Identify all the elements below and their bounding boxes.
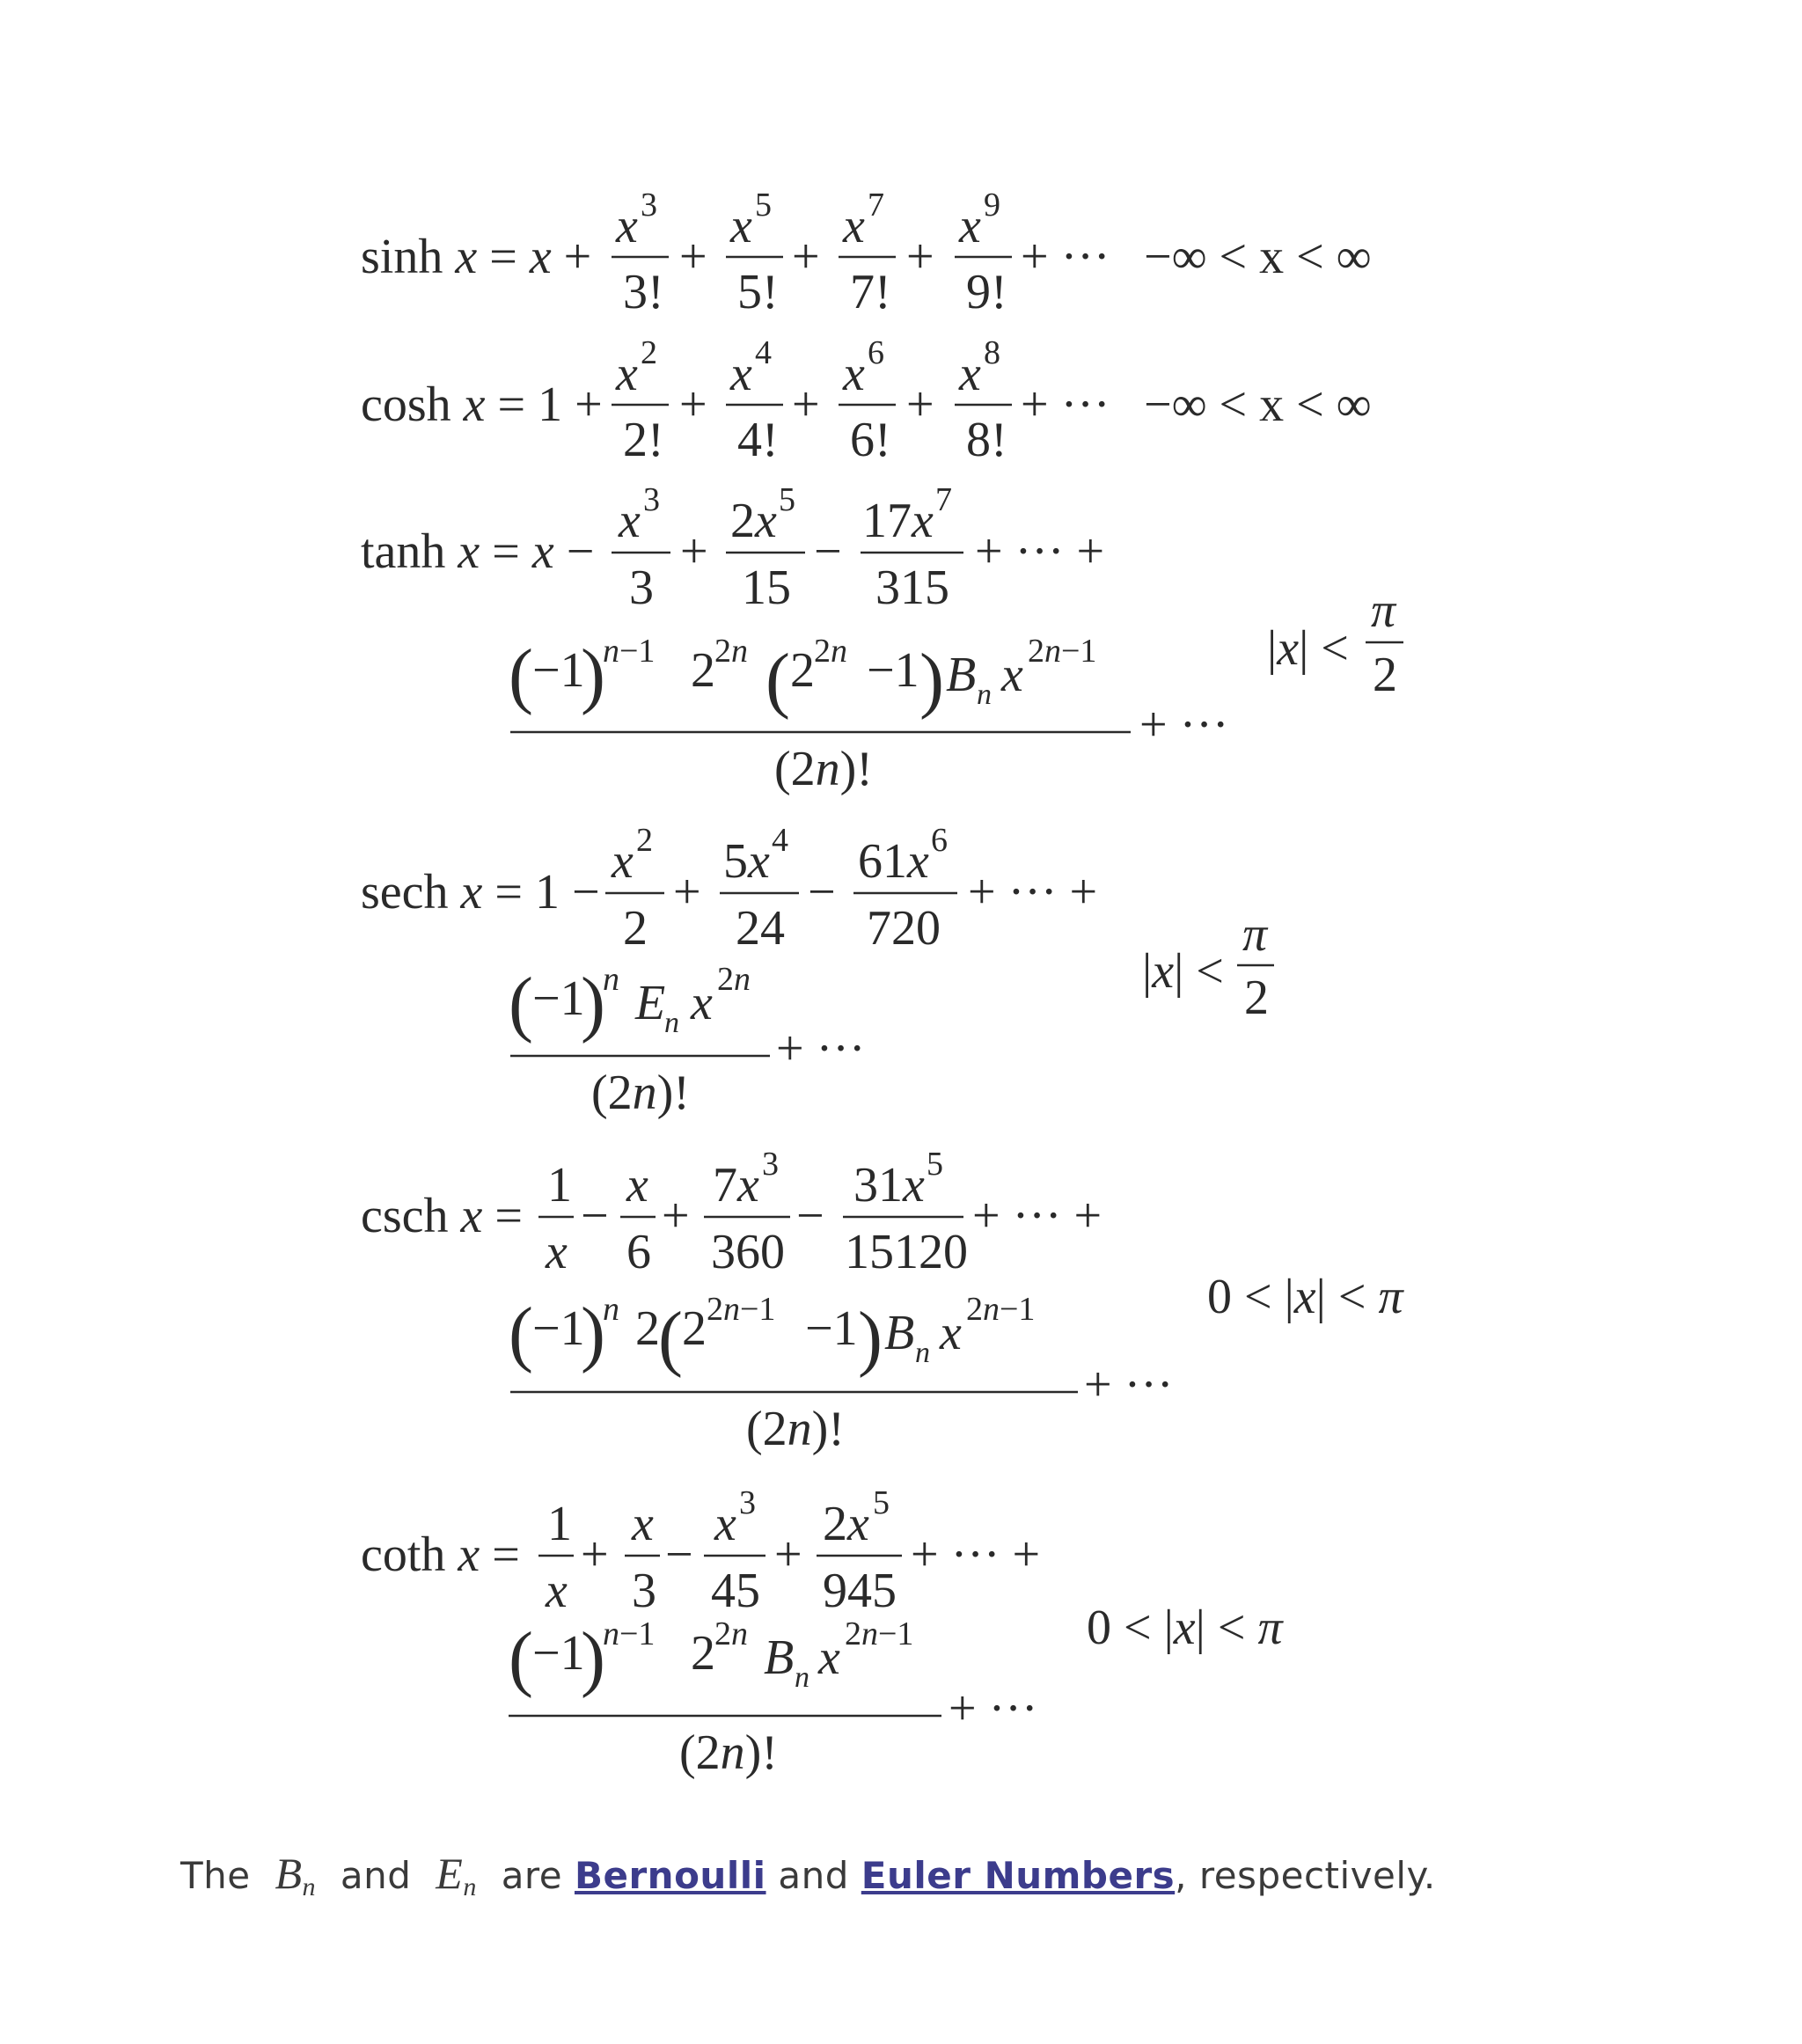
csch-gen-exp1: n bbox=[603, 1291, 619, 1328]
tanh-domain-two: 2 bbox=[1373, 648, 1397, 702]
csch-minus-1: − bbox=[581, 1189, 609, 1243]
sech-gen-tail: + ··· bbox=[776, 1022, 866, 1076]
sech-t3-exp: 6 bbox=[931, 822, 948, 859]
csch-gen-tail: + ··· bbox=[1084, 1358, 1174, 1412]
sinh-t2-num: x bbox=[730, 199, 752, 253]
footer-are: are bbox=[501, 1854, 563, 1897]
csch-gen-minus1: −1 bbox=[532, 1301, 585, 1356]
formula-cosh bbox=[361, 334, 1372, 467]
tanh-gen-exp3: 2n bbox=[814, 633, 847, 670]
cosh-t1-exp: 2 bbox=[641, 334, 657, 371]
tanh-t3-num: 17x bbox=[862, 494, 934, 548]
coth-t3-den: 45 bbox=[711, 1564, 760, 1618]
sinh-lhs: sinh x = x + bbox=[361, 230, 592, 284]
csch-gen-lparen: ( bbox=[509, 1293, 533, 1374]
coth-t3-exp: 3 bbox=[739, 1484, 756, 1521]
sech-domain-pi: π bbox=[1242, 907, 1268, 962]
footer-and-2: and bbox=[778, 1854, 849, 1897]
bernoulli-symbol-letter: B bbox=[275, 1849, 303, 1898]
footer-the: The bbox=[180, 1854, 251, 1897]
tanh-lhs: tanh x = x − bbox=[361, 524, 595, 579]
sech-gen-den: (2n)! bbox=[591, 1066, 690, 1120]
formula-sech bbox=[361, 822, 1274, 1120]
sinh-t2-den: 5! bbox=[737, 265, 779, 319]
sinh-t4-exp: 9 bbox=[984, 187, 1000, 223]
tanh-gen-lparen2: ( bbox=[765, 639, 790, 721]
csch-gen-minusone: −1 bbox=[805, 1301, 858, 1356]
sinh-tail: + ··· bbox=[1021, 230, 1110, 284]
coth-gen-exp1: n−1 bbox=[603, 1615, 656, 1652]
coth-t4-exp: 5 bbox=[873, 1484, 890, 1521]
sech-t3-num: 61x bbox=[858, 834, 929, 889]
sech-gen-rparen: ) bbox=[581, 963, 605, 1044]
csch-gen-x: x bbox=[940, 1306, 962, 1360]
coth-gen-exp3: 2n−1 bbox=[845, 1615, 914, 1652]
sinh-t4-den: 9! bbox=[966, 265, 1007, 319]
sinh-t1-num: x bbox=[616, 199, 638, 253]
sinh-plus-1: + bbox=[679, 230, 707, 284]
cosh-t2-num: x bbox=[730, 347, 752, 401]
csch-t2-den: 6 bbox=[626, 1225, 651, 1279]
coth-gen-Bsub: n bbox=[795, 1661, 809, 1694]
tanh-t2-exp: 5 bbox=[779, 481, 795, 518]
csch-tail: + ··· + bbox=[972, 1189, 1102, 1243]
sech-gen-exp1: n bbox=[603, 961, 619, 998]
cosh-t2-exp: 4 bbox=[755, 334, 772, 371]
coth-t2-den: 3 bbox=[632, 1564, 656, 1618]
tanh-gen-tail: + ··· bbox=[1139, 698, 1229, 752]
sech-minus-1: − bbox=[808, 865, 836, 919]
sech-domain-two: 2 bbox=[1244, 971, 1269, 1025]
sech-t1-exp: 2 bbox=[636, 822, 653, 859]
cosh-t1-den: 2! bbox=[623, 413, 664, 467]
euler-symbol bbox=[436, 1849, 477, 1901]
formula-sinh bbox=[361, 187, 1372, 319]
csch-t4-num: 31x bbox=[853, 1158, 925, 1212]
coth-gen-den: (2n)! bbox=[679, 1725, 778, 1780]
sinh-t3-den: 7! bbox=[850, 265, 891, 319]
csch-gen-exp2: 2n−1 bbox=[707, 1291, 776, 1328]
tanh-t2-den: 15 bbox=[742, 560, 791, 615]
csch-gen-rparen2: ) bbox=[858, 1297, 883, 1379]
tanh-t1-exp: 3 bbox=[643, 481, 660, 518]
cosh-t4-exp: 8 bbox=[984, 334, 1000, 371]
coth-minus-1: − bbox=[665, 1528, 693, 1582]
tanh-domain-pi: π bbox=[1371, 583, 1396, 638]
formula-csch bbox=[361, 1146, 1404, 1456]
sech-t2-den: 24 bbox=[736, 901, 785, 956]
cosh-plus-1: + bbox=[679, 377, 707, 432]
tanh-gen-x: x bbox=[1001, 648, 1023, 702]
cosh-tail: + ··· bbox=[1021, 377, 1110, 432]
cosh-plus-3: + bbox=[906, 377, 934, 432]
csch-gen-two2: 2 bbox=[682, 1301, 707, 1356]
tanh-plus-1: + bbox=[680, 524, 708, 579]
coth-gen-lparen: ( bbox=[509, 1617, 533, 1699]
sinh-plus-2: + bbox=[792, 230, 820, 284]
coth-tail: + ··· + bbox=[911, 1528, 1041, 1582]
tanh-gen-exp4: 2n−1 bbox=[1028, 633, 1097, 670]
sech-gen-x: x bbox=[691, 976, 713, 1030]
sinh-t1-den: 3! bbox=[623, 265, 664, 319]
sech-gen-exp2: 2n bbox=[717, 961, 751, 998]
sech-t2-num: 5x bbox=[723, 834, 770, 889]
tanh-t2-num: 2x bbox=[730, 494, 777, 548]
coth-t3-num: x bbox=[714, 1497, 736, 1551]
cosh-t2-den: 4! bbox=[737, 413, 779, 467]
csch-t2-num: x bbox=[626, 1158, 648, 1212]
cosh-lhs: cosh x = 1 + bbox=[361, 377, 603, 432]
euler-symbol-sub: n bbox=[463, 1872, 477, 1901]
tanh-gen-two: 2 bbox=[691, 643, 715, 698]
sinh-plus-3: + bbox=[906, 230, 934, 284]
coth-lhs: coth x = bbox=[361, 1528, 520, 1582]
coth-gen-x: x bbox=[818, 1630, 840, 1685]
sech-tail: + ··· + bbox=[968, 865, 1098, 919]
sech-lhs: sech x = 1 − bbox=[361, 865, 600, 919]
tanh-gen-den: (2n)! bbox=[774, 742, 873, 796]
formula-tanh bbox=[361, 481, 1403, 796]
sech-domain-abs: |x| < bbox=[1142, 944, 1224, 999]
csch-t3-den: 360 bbox=[711, 1225, 785, 1279]
sinh-t1-exp: 3 bbox=[641, 187, 657, 223]
tanh-minus-1: − bbox=[814, 524, 842, 579]
coth-gen-two: 2 bbox=[691, 1626, 715, 1681]
csch-domain: 0 < |x| < π bbox=[1207, 1270, 1403, 1324]
coth-gen-rparen: ) bbox=[581, 1617, 605, 1699]
footer-suffix: , respectively. bbox=[1175, 1854, 1436, 1897]
sinh-t3-num: x bbox=[843, 199, 865, 253]
formula-coth bbox=[361, 1484, 1284, 1780]
sech-gen-lparen: ( bbox=[509, 963, 533, 1044]
tanh-gen-rparen: ) bbox=[581, 634, 605, 716]
tanh-t3-exp: 7 bbox=[935, 481, 952, 518]
cosh-t4-num: x bbox=[959, 347, 981, 401]
tanh-gen-exp1: n−1 bbox=[603, 633, 656, 670]
csch-t1-den: x bbox=[546, 1225, 568, 1279]
csch-t3-exp: 3 bbox=[762, 1146, 779, 1183]
footer-note bbox=[180, 1848, 1436, 1902]
sech-t1-num: x bbox=[612, 834, 634, 889]
cosh-t3-den: 6! bbox=[850, 413, 891, 467]
csch-lhs: csch x = bbox=[361, 1189, 523, 1243]
coth-t4-num: 2x bbox=[823, 1497, 869, 1551]
sinh-domain: −∞ < x < ∞ bbox=[1144, 230, 1372, 284]
coth-domain: 0 < |x| < π bbox=[1087, 1601, 1283, 1655]
csch-gen-Bsub: n bbox=[915, 1337, 930, 1369]
sech-gen-minus1: −1 bbox=[532, 971, 585, 1026]
sech-plus-1: + bbox=[673, 865, 701, 919]
coth-plus-2: + bbox=[774, 1528, 802, 1582]
csch-gen-B: B bbox=[884, 1306, 915, 1360]
bernoulli-symbol-sub: n bbox=[302, 1872, 317, 1901]
sech-t3-den: 720 bbox=[867, 901, 941, 956]
coth-gen-B: B bbox=[764, 1630, 795, 1685]
tanh-t1-num: x bbox=[619, 494, 641, 548]
csch-gen-den: (2n)! bbox=[746, 1402, 845, 1456]
sech-t2-exp: 4 bbox=[772, 822, 788, 859]
coth-t1-num: 1 bbox=[547, 1497, 572, 1551]
sinh-t3-exp: 7 bbox=[868, 187, 884, 223]
coth-gen-minus1: −1 bbox=[532, 1626, 585, 1681]
tanh-domain-abs: |x| < bbox=[1267, 621, 1349, 676]
csch-minus-2: − bbox=[796, 1189, 824, 1243]
cosh-t3-num: x bbox=[843, 347, 865, 401]
footer-and-1: and bbox=[340, 1854, 412, 1897]
tanh-gen-exp2: 2n bbox=[714, 633, 748, 670]
tanh-t3-den: 315 bbox=[875, 560, 949, 615]
cosh-domain: −∞ < x < ∞ bbox=[1144, 377, 1372, 432]
tanh-gen-B: B bbox=[946, 648, 977, 702]
sech-gen-Esub: n bbox=[664, 1007, 679, 1039]
tanh-gen-Bsub: n bbox=[977, 678, 992, 711]
csch-gen-exp3: 2n−1 bbox=[966, 1291, 1036, 1328]
coth-gen-tail: + ··· bbox=[949, 1681, 1038, 1736]
cosh-plus-2: + bbox=[792, 377, 820, 432]
csch-t4-den: 15120 bbox=[845, 1225, 968, 1279]
tanh-gen-two2: 2 bbox=[790, 643, 815, 698]
coth-t2-num: x bbox=[632, 1497, 654, 1551]
tanh-gen-rparen2: ) bbox=[919, 639, 944, 721]
cosh-t3-exp: 6 bbox=[868, 334, 884, 371]
csch-t4-exp: 5 bbox=[927, 1146, 943, 1183]
coth-t1-den: x bbox=[546, 1564, 568, 1618]
sinh-t4-num: x bbox=[959, 199, 981, 253]
sinh-t2-exp: 5 bbox=[755, 187, 772, 223]
tanh-gen-lparen: ( bbox=[509, 634, 533, 716]
euler-symbol-letter: E bbox=[436, 1849, 464, 1898]
cosh-t1-num: x bbox=[616, 347, 638, 401]
csch-t3-num: 7x bbox=[713, 1158, 759, 1212]
csch-gen-lparen2: ( bbox=[658, 1297, 683, 1379]
csch-gen-two: 2 bbox=[635, 1301, 660, 1356]
bernoulli-link[interactable]: Bernoulli bbox=[574, 1854, 766, 1897]
sech-t1-den: 2 bbox=[623, 901, 648, 956]
tanh-gen-minus1: −1 bbox=[532, 643, 585, 698]
coth-t4-den: 945 bbox=[823, 1564, 897, 1618]
sech-gen-E: E bbox=[635, 976, 666, 1030]
csch-gen-rparen: ) bbox=[581, 1293, 605, 1374]
tanh-t1-den: 3 bbox=[629, 560, 654, 615]
tanh-tail: + ··· + bbox=[975, 524, 1105, 579]
csch-plus-1: + bbox=[662, 1189, 690, 1243]
euler-numbers-link[interactable]: Euler Numbers bbox=[861, 1854, 1176, 1897]
bernoulli-symbol bbox=[275, 1849, 317, 1901]
cosh-t4-den: 8! bbox=[966, 413, 1007, 467]
csch-t1-num: 1 bbox=[547, 1158, 572, 1212]
coth-plus-1: + bbox=[581, 1528, 609, 1582]
coth-gen-exp2: 2n bbox=[714, 1615, 748, 1652]
tanh-gen-minusone: −1 bbox=[867, 643, 919, 698]
